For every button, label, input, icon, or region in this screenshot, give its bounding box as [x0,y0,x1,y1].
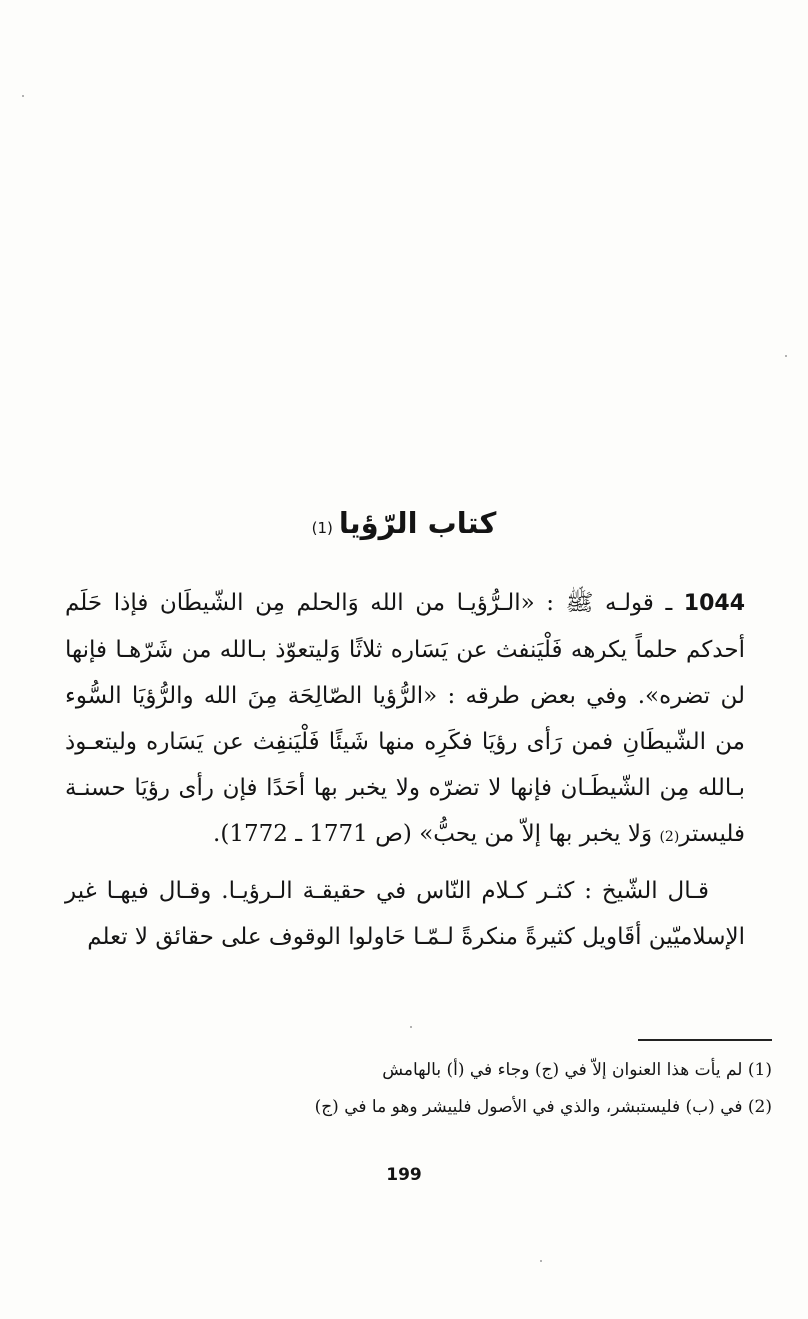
scan-speck [540,1260,542,1262]
chapter-title [0,498,808,553]
hadith-footnote-ref: (2) [659,829,680,845]
hadith-paragraph [65,580,745,860]
scan-speck [785,355,787,357]
hadith-text-end: وَلا يخبر بها إلاّ من يحبُّ» (ص 1771 ـ 1772). [213,821,660,847]
scan-speck [22,95,24,97]
chapter-title-text: كتاب الرّؤيا [338,506,497,540]
footnote-item: (2) في (ب) فليستبشر، والذي في الأصول فلييشر وهو ما في (ج) [314,1097,772,1117]
commentary-text: قـال الشّيخ : كثـر كـلام النّاس في حقيقـة الـرؤيـا. وقـال فيهـا غير الإسلاميّين أقَاويل كثيرةً منكرةً لـمّـا حَاولوا الوقوف على حقائق لا تعلم [65,878,745,950]
scan-speck [410,1026,412,1028]
footnote-divider [638,1039,772,1041]
hadith-text: ـ قولـه ﷺ : «الـرُّؤيـا من الله وَالحلم مِن الشّيطَان فإذا حَلَم أحدكم حلماً يكرهه فَلْيَنفث عن يَسَاره ثلاثًا وَليتعوّذ بـالله من شَرّهـا فإنها لن تضره». وفي بعض طرقه : «الرُّؤيا الصّالِحَة مِنَ الله والرُّؤيَا السُّوء من الشّيطَانِ فمن رَأى رؤيَا فكَرِه منها شَيئًا فَلْيَنفِث عن يَسَاره وليتعـوذ بـالله مِن الشّيطَـان فإنها لا تضرّه ولا يخبر بها أحَدًا فإن رأى رؤيَا حسنـة فليستر [65,590,745,847]
hadith-number: 1044 [683,591,745,616]
page-number: 199 [386,1165,422,1185]
commentary-paragraph [65,868,745,960]
chapter-footnote-ref: (1) [311,519,333,537]
footnotes-list [92,1052,772,1126]
footnote-item: (1) لم يأت هذا العنوان إلاّ في (ج) وجاء في (أ) بالهامش [382,1060,772,1080]
